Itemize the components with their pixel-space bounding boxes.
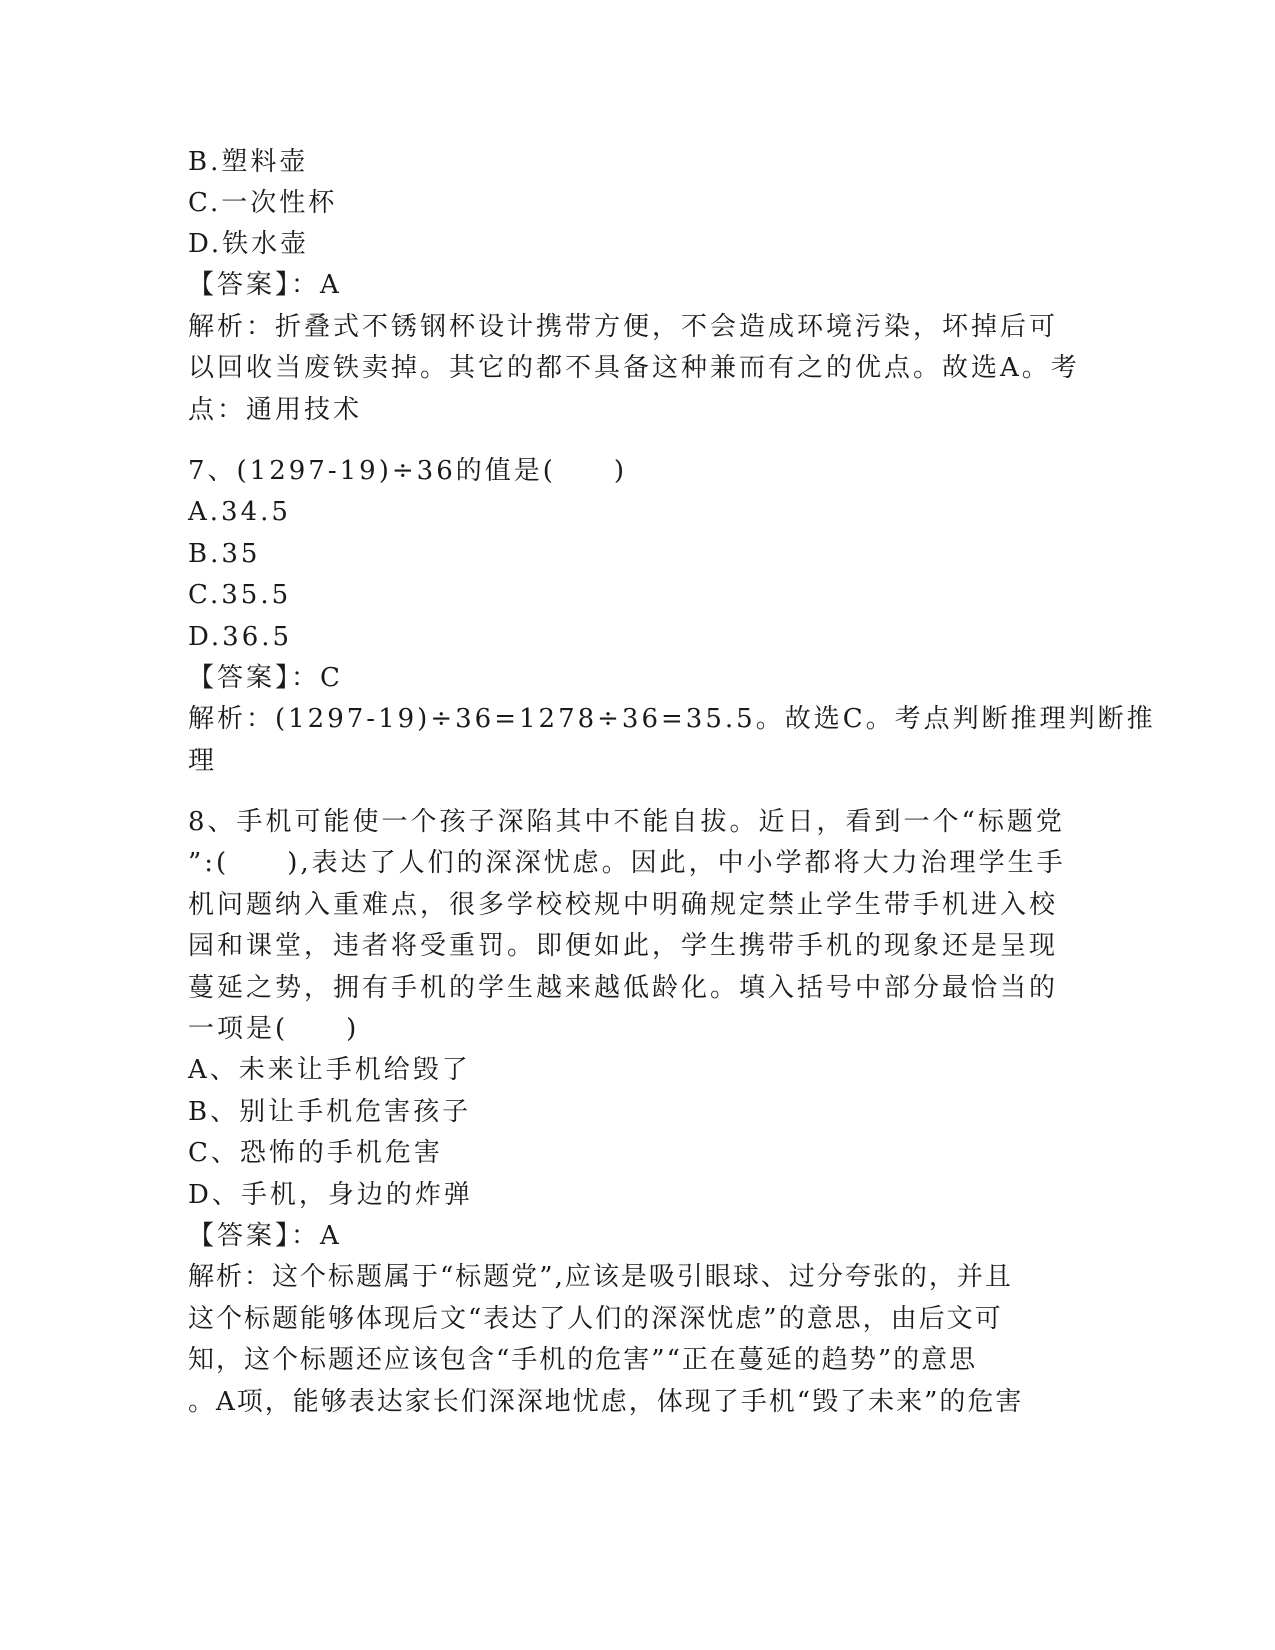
q6-option-c: C.一次性杯 [188, 188, 338, 218]
q8-explanation-line-4: 。A项，能够表达家长们深深地忧虑，体现了手机“毁了未来”的危害 [188, 1387, 1024, 1417]
q7-answer: 【答案】：C [188, 663, 343, 693]
q8-option-c: C、恐怖的手机危害 [188, 1138, 443, 1168]
q8-stem-line-1: 8、手机可能使一个孩子深陷其中不能自拔。近日，看到一个“标题党 [188, 807, 1065, 837]
q6-option-d: D.铁水壶 [188, 229, 310, 259]
q6-option-b: B.塑料壶 [188, 147, 309, 177]
q8-answer: 【答案】：A [188, 1221, 342, 1251]
q7-option-d: D.36.5 [188, 622, 293, 652]
q6-explanation-line-1: 解析：折叠式不锈钢杯设计携带方便，不会造成环境污染，坏掉后可 [188, 312, 1059, 342]
q8-option-d: D、手机，身边的炸弹 [188, 1180, 473, 1210]
q8-stem-line-2: ”:( ),表达了人们的深深忧虑。因此，中小学都将大力治理学生手 [188, 848, 1066, 878]
q8-stem-line-5: 蔓延之势，拥有手机的学生越来越低龄化。填入括号中部分最恰当的 [188, 973, 1059, 1003]
q7-explanation-line-2: 理 [188, 746, 218, 776]
q6-explanation-line-2: 以回收当废铁卖掉。其它的都不具备这种兼而有之的优点。故选A。考 [188, 353, 1080, 383]
q8-option-a: A、未来让手机给毁了 [188, 1055, 471, 1085]
q7-stem: 7、(1297-19)÷36的值是( ) [188, 456, 628, 486]
q8-option-b: B、别让手机危害孩子 [188, 1097, 472, 1127]
q7-option-c: C.35.5 [188, 580, 292, 610]
q7-explanation-line-1: 解析：(1297-19)÷36=1278÷36=35.5。故选C。考点判断推理判断推 [188, 704, 1156, 734]
q6-answer: 【答案】：A [188, 270, 342, 300]
q8-explanation-line-1: 解析：这个标题属于“标题党”,应该是吸引眼球、过分夸张的，并且 [188, 1262, 1013, 1292]
q8-explanation-line-2: 这个标题能够体现后文“表达了人们的深深忧虑”的意思，由后文可 [188, 1304, 1003, 1334]
q8-explanation-line-3: 知，这个标题还应该包含“手机的危害”“正在蔓延的趋势”的意思 [188, 1345, 978, 1375]
q7-option-b: B.35 [188, 539, 261, 569]
q8-stem-line-6: 一项是( ) [188, 1014, 360, 1044]
q8-stem-line-4: 园和课堂，违者将受重罚。即便如此，学生携带手机的现象还是呈现 [188, 931, 1059, 961]
q6-explanation-line-3: 点：通用技术 [188, 395, 363, 425]
q7-option-a: A.34.5 [188, 497, 291, 527]
q8-stem-line-3: 机问题纳入重难点，很多学校校规中明确规定禁止学生带手机进入校 [188, 890, 1059, 920]
